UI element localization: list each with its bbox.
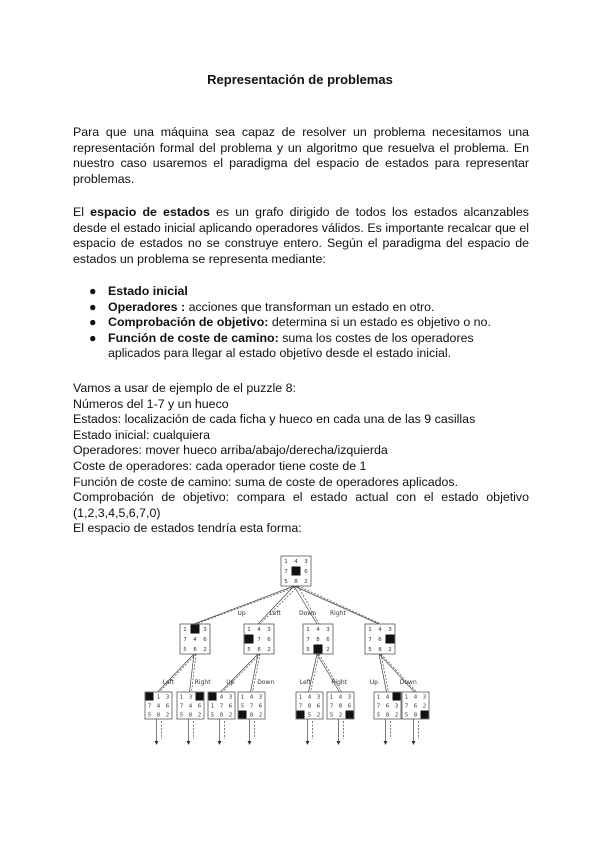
tile-number: 6	[267, 637, 271, 643]
blank-tile	[297, 711, 305, 719]
tile-number: 6	[316, 703, 321, 710]
blank-tile	[191, 625, 200, 634]
page-title: Representación de problemas	[207, 72, 393, 87]
tile-number: 5	[247, 647, 251, 653]
tile-number: 1	[329, 694, 334, 701]
tile-number: 3	[326, 627, 330, 633]
p2-bold-term: espacio de estados	[90, 205, 210, 219]
arrow-head	[155, 741, 159, 745]
tile-number: 6	[228, 703, 233, 710]
tile-number: 5	[179, 712, 184, 719]
tile-number: 1	[179, 694, 184, 701]
tile-number: 7	[147, 703, 152, 710]
tile-number: 4	[413, 694, 418, 701]
tile-number: 8	[257, 647, 261, 653]
tile-number: 1	[240, 694, 245, 701]
example-line: Vamos a usar de ejemplo de el puzzle 8:	[73, 381, 296, 395]
list-item	[73, 315, 529, 331]
tile-number: 3	[258, 694, 263, 701]
tile-number: 2	[165, 712, 170, 719]
tile-number: 8	[378, 647, 382, 653]
blank-tile	[292, 567, 301, 576]
tile-number: 5	[307, 712, 312, 719]
tile-number: 5	[147, 712, 152, 719]
edge-line	[258, 586, 294, 624]
blank-tile	[239, 711, 247, 719]
edge-line	[319, 654, 342, 692]
operator-label: Left	[269, 610, 281, 617]
blank-tile	[196, 693, 204, 701]
tile-number: 7	[298, 703, 303, 710]
tile-number: 1	[306, 627, 310, 633]
tile-number: 1	[368, 627, 372, 633]
bullet-desc: determina si un estado es objetivo o no.	[268, 315, 491, 330]
edge-line	[379, 654, 387, 692]
tile-number: 1	[247, 627, 251, 633]
edge-line	[196, 586, 298, 624]
tile-number: 5	[306, 647, 310, 653]
blank-tile	[209, 693, 217, 701]
tile-number: 2	[197, 712, 202, 719]
example-line: Función de coste de camino: suma de coste de operadores aplicados.	[73, 474, 459, 489]
tile-number: 8	[219, 712, 224, 719]
bullet-term: Estado inicial	[108, 284, 188, 298]
tile-number: 5	[368, 647, 372, 653]
tile-number: 6	[385, 703, 390, 710]
tile-number: 6	[258, 703, 263, 710]
tile-number: 2	[203, 647, 207, 653]
tile-number: 1	[156, 694, 161, 701]
tile-number: 7	[404, 703, 409, 710]
blank-tile	[314, 645, 323, 654]
arrow-head	[218, 741, 222, 745]
tile-number: 6	[347, 703, 352, 710]
tile-number: 5	[404, 712, 409, 719]
tile-number: 7	[284, 569, 288, 575]
bullet-icon: ●	[89, 315, 97, 330]
arrow-head	[248, 741, 252, 745]
tile-number: 6	[304, 569, 308, 575]
tile-number: 3	[316, 694, 321, 701]
tile-number: 8	[193, 647, 197, 653]
p2-pre: El	[73, 205, 91, 219]
bullet-icon: ●	[89, 284, 97, 298]
example-line: Estado inicial: cualquiera	[73, 427, 211, 442]
tile-number: 6	[326, 637, 330, 643]
tile-number: 4	[219, 694, 224, 701]
arrow-head	[306, 741, 310, 745]
tile-number: 2	[228, 712, 233, 719]
tile-number: 8	[294, 579, 298, 585]
operator-label: Up	[226, 679, 235, 686]
bullet-icon: ●	[89, 299, 97, 314]
edge-line	[158, 654, 195, 692]
bullet-term: Función de coste de camino:	[108, 330, 279, 345]
tile-number: 8	[156, 712, 161, 719]
tile-number: 6	[378, 637, 382, 643]
tile-number: 7	[183, 637, 187, 643]
tile-number: 4	[385, 694, 390, 701]
tile-number: 7	[179, 703, 184, 710]
tile-number: 2	[326, 647, 330, 653]
tile-number: 3	[304, 559, 308, 565]
tile-number: 6	[197, 703, 202, 710]
example-line: Estados: localización de cada ficha y hueco en cada una de las 9 casillas	[73, 412, 476, 427]
tile-number: 6	[203, 637, 207, 643]
edge-line	[298, 586, 381, 624]
edge-line	[294, 586, 317, 624]
tile-number: 2	[338, 712, 343, 719]
tile-number: 5	[329, 712, 334, 719]
tile-number: 2	[304, 579, 308, 585]
tile-number: 8	[338, 703, 343, 710]
tile-number: 3	[388, 627, 392, 633]
tile-number: 4	[307, 694, 312, 701]
bullet-desc: acciones que transforman un estado en otro.	[185, 299, 435, 314]
tile-number: 3	[188, 694, 193, 701]
list-item	[73, 331, 529, 362]
tile-number: 5	[376, 712, 381, 719]
bullet-icon: ●	[89, 330, 97, 345]
operator-label: Down	[399, 679, 417, 686]
edge-line	[194, 586, 294, 624]
tile-number: 4	[338, 694, 343, 701]
list-item	[73, 300, 529, 316]
bullet-desc: suma los costes de los operadores aplicados para llegar al estado objetivo desde el estado inicial.	[108, 330, 474, 361]
tile-number: 4	[257, 627, 261, 633]
problem-components-list	[73, 284, 529, 362]
tile-number: 5	[240, 703, 245, 710]
tile-number: 2	[258, 712, 263, 719]
blank-tile	[245, 635, 254, 644]
tile-number: 8	[307, 703, 312, 710]
tile-number: 6	[165, 703, 170, 710]
arrow-head	[384, 741, 388, 745]
tile-number: 7	[329, 703, 334, 710]
tile-number: 4	[294, 559, 298, 565]
edge-line	[192, 654, 197, 692]
edge-line	[309, 654, 318, 692]
tile-number: 3	[267, 627, 271, 633]
tile-number: 4	[316, 627, 320, 633]
tile-number: 8	[413, 712, 418, 719]
operator-label: Left	[162, 679, 175, 686]
blank-tile	[386, 635, 395, 644]
tile-number: 8	[385, 712, 390, 719]
example-line: El espacio de estados tendría esta forma:	[73, 521, 302, 536]
tile-number: 7	[368, 637, 372, 643]
intro-paragraph: Para que una máquina sea capaz de resolver un problema necesitamos una representación formal del problema y un algoritmo que resuelva el problema. En nuestro caso usaremos el paradigma del espacio de estados para representar problemas.	[73, 125, 529, 186]
blank-tile	[346, 711, 354, 719]
edge-line	[317, 654, 340, 692]
operator-label: Up	[237, 610, 246, 617]
tile-number: 3	[422, 694, 427, 701]
tile-number: 3	[347, 694, 352, 701]
operator-label: Up	[369, 679, 378, 686]
tile-number: 2	[394, 712, 399, 719]
example-line: Comprobación de objetivo: compara el estado actual con el estado objetivo (1,2,3,4,5,6,7,0)	[73, 490, 529, 520]
operator-label: Down	[299, 610, 317, 617]
p2-post: es un grafo dirigido de todos los estados alcanzables desde el estado inicial aplicando operadores válidos. Es importante recalcar que el espacio de estados no se construye entero. Según el paradigma del espacio de estados un problema se representa mediante:	[73, 205, 529, 266]
tile-number: 5	[210, 712, 215, 719]
example-line: Coste de operadores: cada operador tiene coste de 1	[73, 458, 367, 473]
tile-number: 1	[404, 694, 409, 701]
tile-number: 2	[267, 647, 271, 653]
tile-number: 7	[249, 703, 254, 710]
edge-line	[381, 654, 417, 692]
list-item	[73, 284, 529, 300]
tile-number: 8	[316, 637, 320, 643]
tile-number: 2	[388, 647, 392, 653]
example-line: Números del 1-7 y un hueco	[73, 396, 229, 411]
edge-line	[294, 586, 379, 624]
bullet-term: Comprobación de objetivo:	[108, 315, 269, 330]
blank-tile	[146, 693, 154, 701]
edge-line	[379, 654, 415, 692]
tile-number: 3	[165, 694, 170, 701]
tile-number: 1	[183, 627, 187, 633]
arrow-head	[337, 741, 341, 745]
tile-number: 7	[257, 637, 261, 643]
edge-line	[221, 654, 259, 692]
edge-line	[253, 654, 261, 692]
tile-number: 8	[188, 712, 193, 719]
operator-label: Right	[331, 679, 348, 686]
tile-number: 4	[193, 637, 197, 643]
edge-line	[311, 654, 320, 692]
edge-line	[298, 586, 319, 624]
puzzle-example	[73, 381, 529, 537]
arrow-head	[187, 741, 191, 745]
tile-number: 4	[188, 703, 193, 710]
tile-number: 7	[219, 703, 224, 710]
tile-number: 3	[228, 694, 233, 701]
state-space-diagram	[140, 554, 450, 759]
tile-number: 1	[376, 694, 381, 701]
tile-number: 3	[394, 703, 399, 710]
bullet-term: Operadores :	[108, 299, 186, 314]
tile-number: 2	[316, 712, 321, 719]
blank-tile	[421, 711, 429, 719]
arrow-head	[412, 741, 416, 745]
tile-number: 4	[378, 627, 382, 633]
operator-label: Right	[330, 610, 346, 617]
operator-label: Left	[299, 679, 312, 686]
tile-number: 5	[284, 579, 288, 585]
tile-number: 4	[249, 694, 254, 701]
tile-number: 2	[422, 703, 427, 710]
operator-label: Right	[194, 679, 211, 686]
tile-number: 3	[203, 627, 207, 633]
tile-number: 1	[210, 703, 215, 710]
tile-number: 8	[249, 712, 254, 719]
tile-number: 7	[376, 703, 381, 710]
tile-number: 1	[298, 694, 303, 701]
tile-number: 1	[284, 559, 288, 565]
tile-number: 5	[183, 647, 187, 653]
example-line: Operadores: mover hueco arriba/abajo/derecha/izquierda	[73, 443, 388, 458]
blank-tile	[393, 693, 401, 701]
tile-number: 6	[413, 703, 418, 710]
tile-number: 7	[306, 637, 310, 643]
operator-label: Down	[257, 679, 275, 686]
state-space-paragraph	[73, 205, 529, 267]
tile-number: 4	[156, 703, 161, 710]
